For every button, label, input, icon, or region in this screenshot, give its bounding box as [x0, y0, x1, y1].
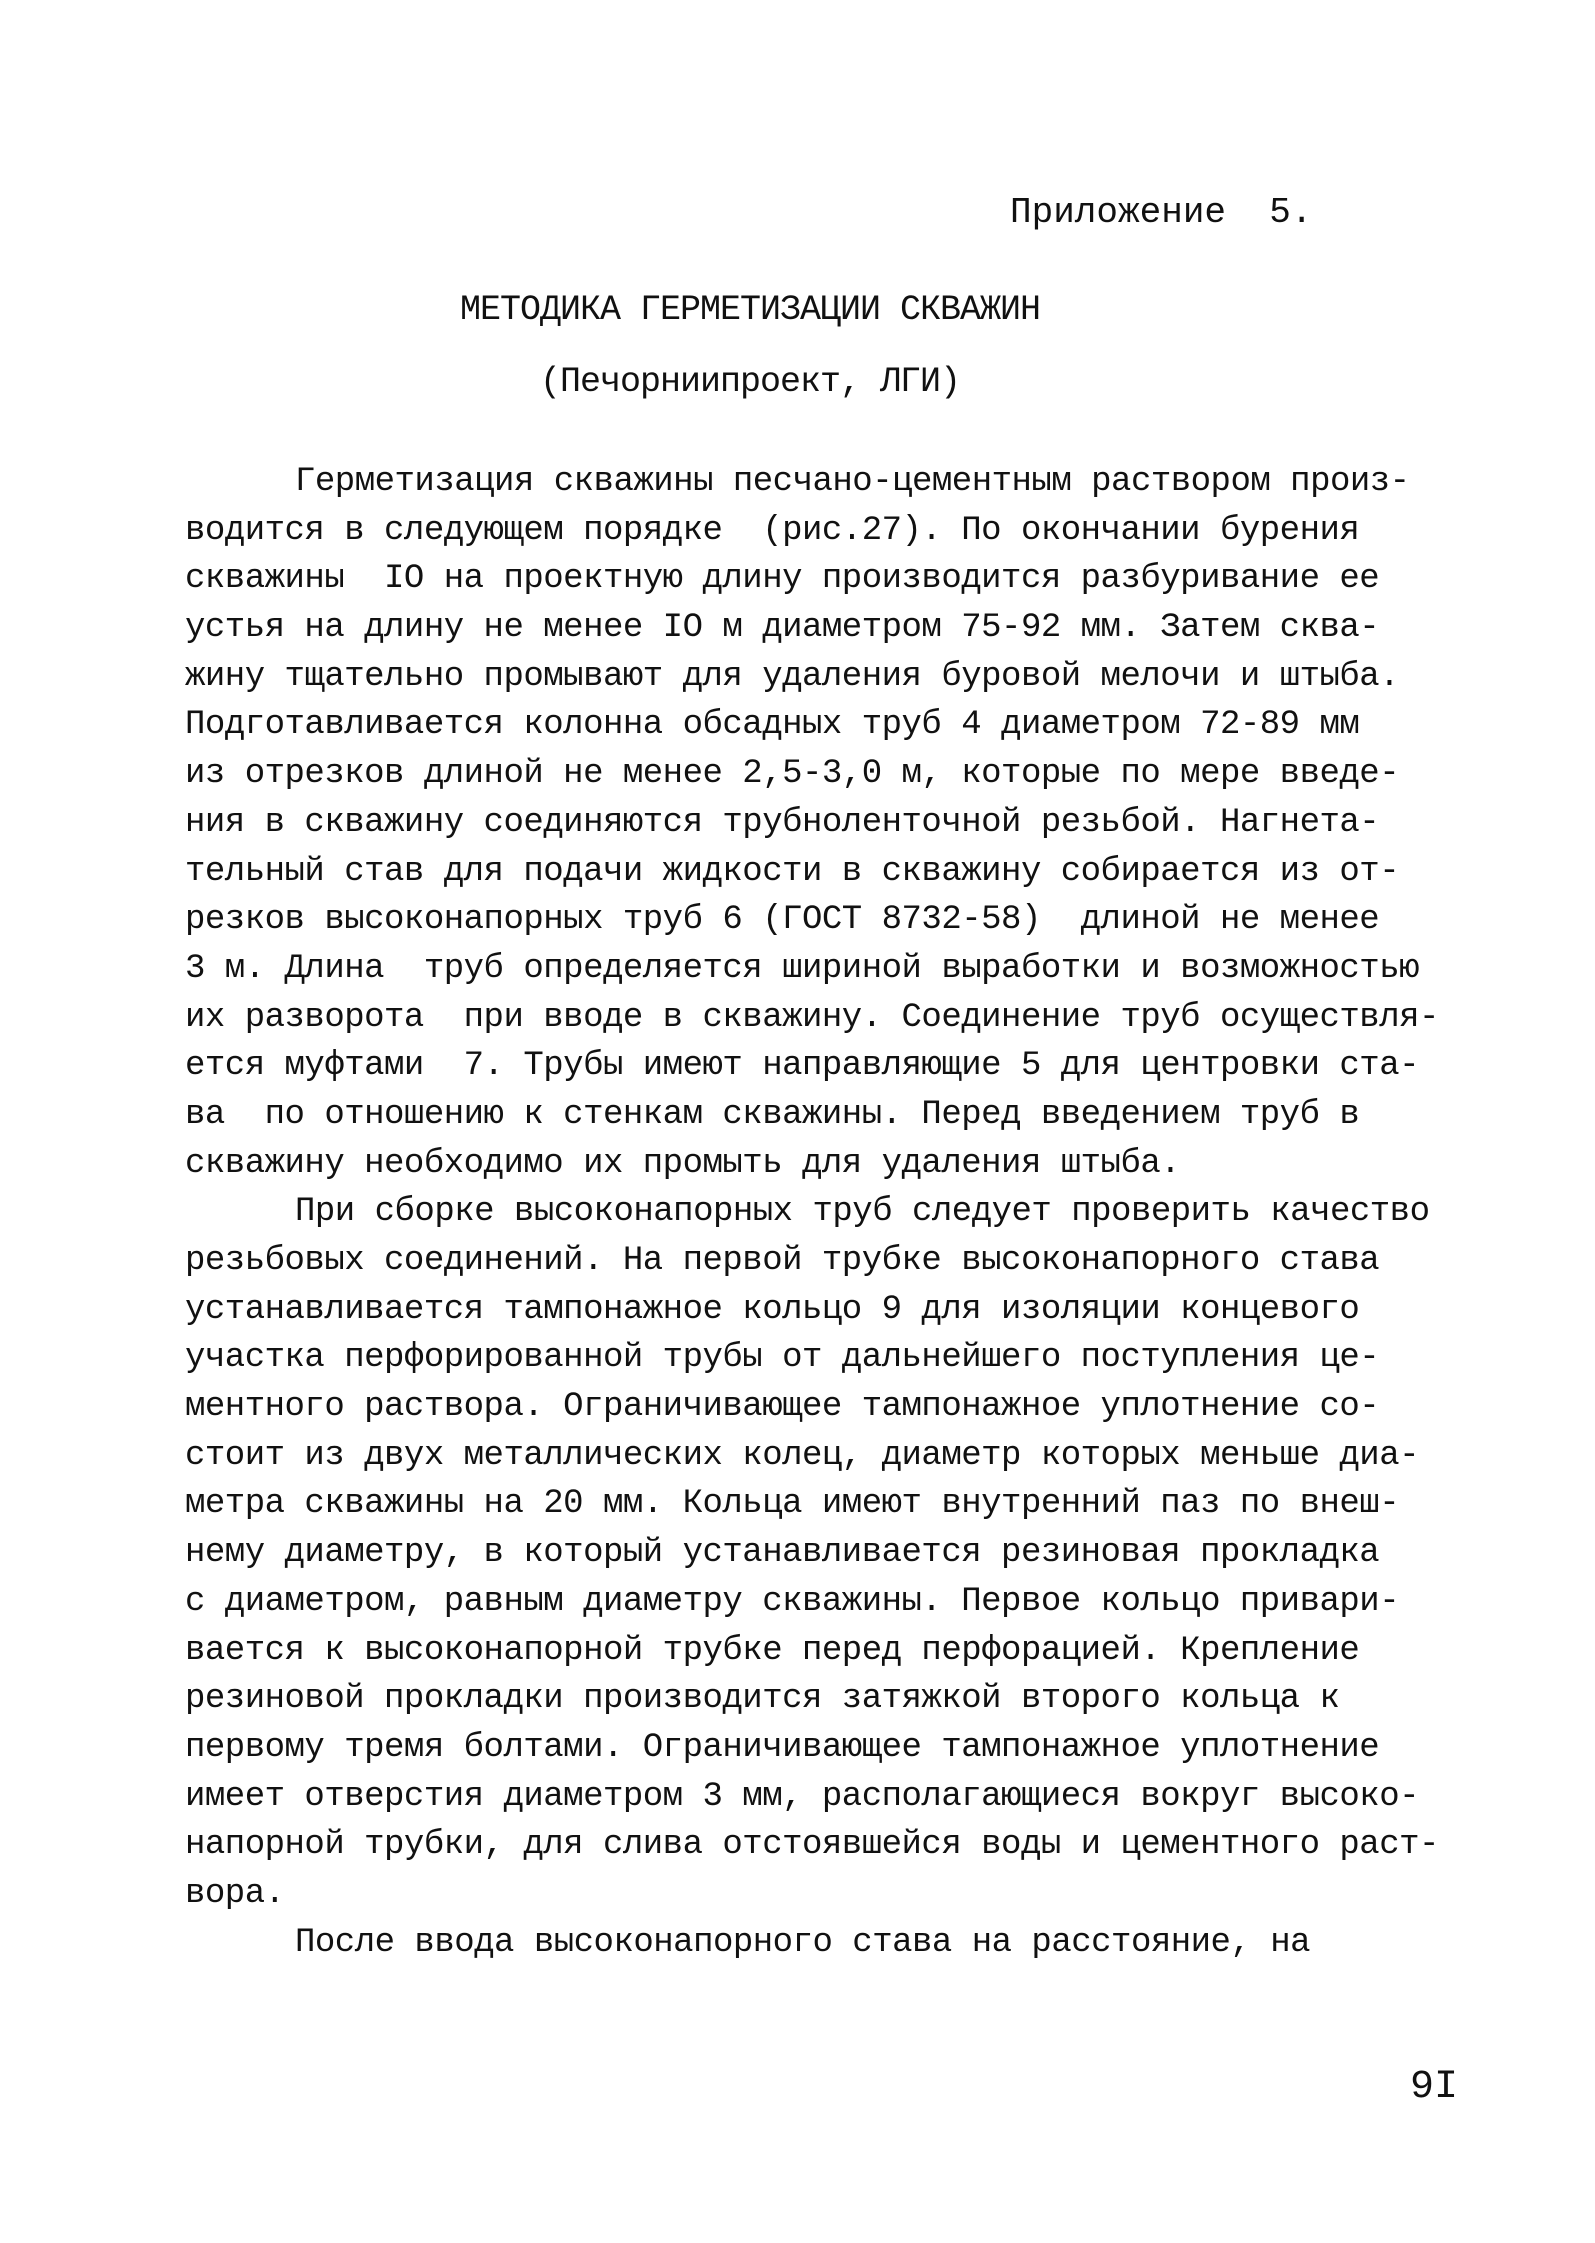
- appendix-label: Приложение 5.: [1010, 192, 1313, 233]
- page-number: 9I: [1410, 2065, 1459, 2110]
- text-line: устанавливается тампонажное кольцо 9 для изоляции концевого: [185, 1290, 1360, 1329]
- text-line: 3 м. Длина труб определяется шириной выработки и возможностью: [185, 949, 1420, 988]
- body-text: [185, 458, 1475, 1967]
- text-line: первому тремя болтами. Ограничивающее тампонажное уплотнение: [185, 1728, 1380, 1767]
- text-line: жину тщательно промывают для удаления буровой мелочи и штыба.: [185, 657, 1400, 696]
- text-line: стоит из двух металлических колец, диаметр которых меньше диа-: [185, 1436, 1420, 1475]
- text-line: скважины IO на проектную длину производится разбуривание ее: [185, 560, 1380, 599]
- text-line: метра скважины на 20 мм. Кольца имеют внутренний паз по внеш-: [185, 1485, 1400, 1524]
- text-line: вора.: [185, 1874, 285, 1913]
- text-line: ментного раствора. Ограничивающее тампонажное уплотнение со-: [185, 1388, 1380, 1427]
- text-line: резьбовых соединений. На первой трубке высоконапорного става: [185, 1242, 1380, 1280]
- text-line: с диаметром, равным диаметру скважины. Первое кольцо привари-: [185, 1582, 1400, 1621]
- text-line: резков высоконапорных труб 6 (ГОСТ 8732-58) длиной не менее: [185, 901, 1380, 940]
- text-line: участка перфорированной трубы от дальнейшего поступления це-: [185, 1339, 1380, 1378]
- document-title: МЕТОДИКА ГЕРМЕТИЗАЦИИ СКВАЖИН: [459, 290, 1041, 330]
- text-line: ва по отношению к стенкам скважины. Перед введением труб в: [185, 1095, 1360, 1134]
- document-subtitle: (Печорниипроект, ЛГИ): [539, 362, 961, 402]
- text-line: ния в скважину соединяются трубноленточной резьбой. Нагнета-: [185, 803, 1380, 842]
- text-line: напорной трубки, для слива отстоявшейся воды и цементного раст-: [185, 1826, 1439, 1865]
- text-line: имеет отверстия диаметром 3 мм, располагающиеся вокруг высоко-: [185, 1777, 1420, 1816]
- text-line: резиновой прокладки производится затяжкой второго кольца к: [185, 1680, 1340, 1719]
- text-line: скважину необходимо их промыть для удаления штыба.: [185, 1144, 1181, 1183]
- text-line: из отрезков длиной не менее 2,5-3,0 м, которые по мере введе-: [185, 755, 1400, 794]
- text-line: нему диаметру, в который устанавливается резиновая прокладка: [185, 1534, 1380, 1573]
- text-line: их разворота при вводе в скважину. Соединение труб осуществля-: [185, 998, 1439, 1037]
- text-line: После ввода высоконапорного става на расстояние, на: [295, 1923, 1311, 1962]
- text-line: При сборке высоконапорных труб следует проверить качество: [295, 1193, 1430, 1232]
- text-line: Герметизация скважины песчано-цементным раствором произ-: [295, 463, 1410, 501]
- text-line: тельный став для подачи жидкости в скважину собирается из от-: [185, 852, 1400, 891]
- text-line: ется муфтами 7. Трубы имеют направляющие 5 для центровки ста-: [185, 1047, 1420, 1086]
- text-line: водится в следующем порядке (рис.27). По окончании бурения: [185, 511, 1360, 550]
- text-line: устья на длину не менее IO м диаметром 75-92 мм. Затем сква-: [185, 609, 1380, 648]
- text-line: вается к высоконапорной трубке перед перфорацией. Крепление: [185, 1631, 1360, 1670]
- text-line: Подготавливается колонна обсадных труб 4 диаметром 72-89 мм: [185, 706, 1360, 745]
